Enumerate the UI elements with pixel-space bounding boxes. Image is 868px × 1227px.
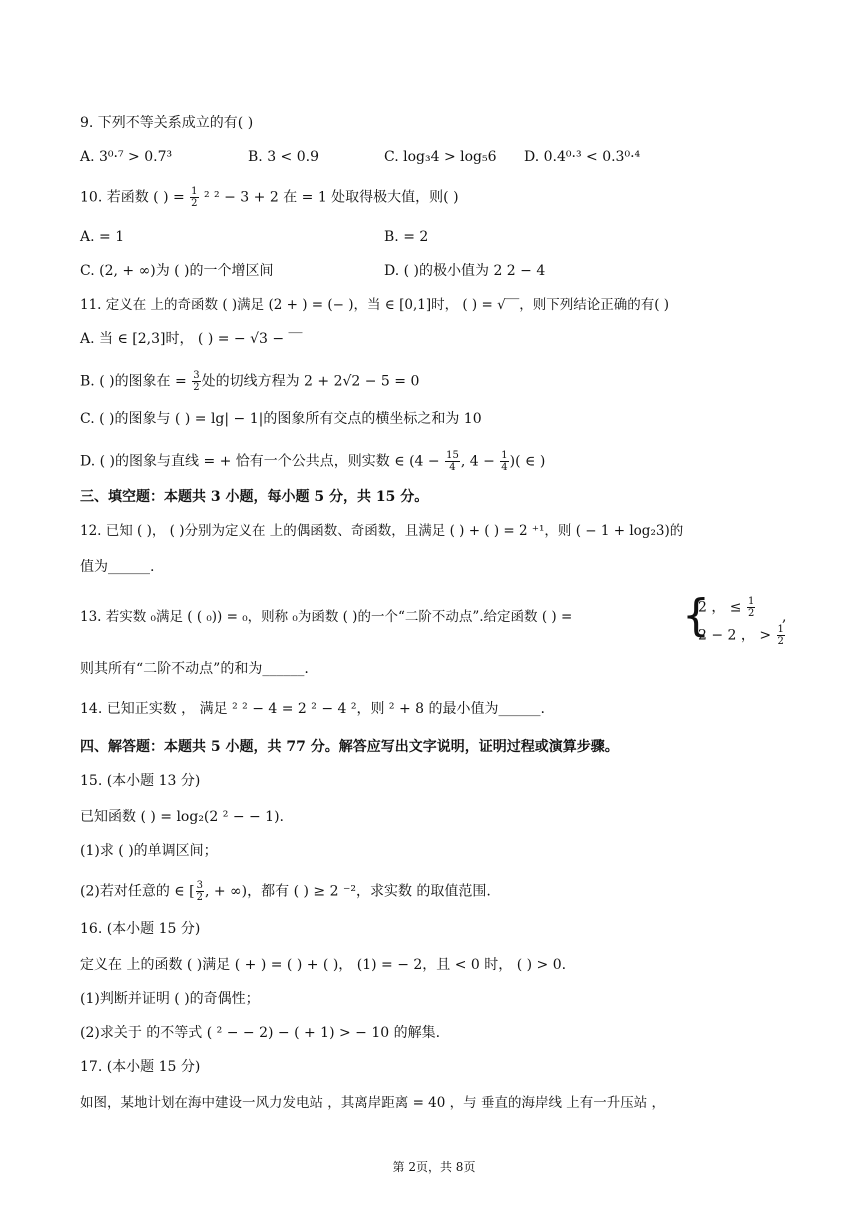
q11-option-c: C. ( )的图象与 ( ) = lg| − 1|的图象所有交点的横坐标之和为 10 — [80, 411, 482, 427]
q9-option-a: A. 3⁰·⁷ > 0.7³ — [80, 149, 173, 165]
q13-case1-frac-num: 1 — [748, 596, 755, 607]
q13-case1-pre: 2 ， ≤ — [698, 599, 746, 616]
q15-p2-frac-num: 3 — [196, 880, 203, 891]
q11-d-frac2-den: 4 — [501, 462, 508, 473]
q11-b-frac-den: 2 — [193, 382, 200, 393]
q11-d-frac1-den: 4 — [449, 462, 456, 473]
q10-option-a: A. = 1 — [80, 229, 125, 245]
q10-frac-num: 1 — [191, 186, 198, 197]
q16-part-1: (1)判断并证明 ( )的奇偶性； — [80, 991, 260, 1007]
q13-case1-fraction — [747, 596, 755, 619]
q9-option-b: B. 3 < 0.9 — [248, 149, 319, 165]
q13-line-2: 则其所有“二阶不动点”的和为______. — [80, 661, 309, 677]
q15-part-2 — [80, 880, 491, 903]
q16-given: 定义在 上的函数 ( )满足 ( + ) = ( ) + ( )， (1) = − 2，且 < 0 时， ( ) > 0. — [80, 957, 567, 973]
q15-part-1: (1)求 ( )的单调区间； — [80, 843, 218, 859]
q15-given: 已知函数 ( ) = log₂(2 ² − − 1). — [80, 809, 284, 825]
q11-option-a: A. 当 ∈ [2,3]时， ( ) = − √3 − ‾‾ — [80, 331, 303, 347]
q9-option-c: C. log₃4 > log₅6 — [384, 149, 497, 165]
q12-line-1: 12. 已知 ( )， ( )分别为定义在 上的偶函数、奇函数，且满足 ( ) + ( ) = 2 ⁺¹，则 ( − 1 + log₂3)的 — [80, 523, 684, 539]
q16-heading: 16. (本小题 15 分) — [80, 921, 201, 937]
q10-option-d: D. ( )的极小值为 2 2 − 4 — [384, 263, 546, 279]
q11-option-d — [80, 450, 545, 473]
q11-option-b — [80, 370, 419, 393]
q11-d-frac2-num: 1 — [501, 450, 508, 461]
q13-comma: , — [782, 609, 787, 625]
q13-case2-frac-den: 2 — [777, 636, 784, 647]
q11-b-pre: B. ( )的图象在 = — [80, 373, 192, 390]
q10-frac-den: 2 — [191, 198, 198, 209]
q10-stem-post: ² ² − 3 + 2 在 = 1 处取得极大值，则( ) — [199, 189, 459, 206]
q17-line-1: 如图，某地计划在海中建设一风力发电站 ，其离岸距离 = 40 ，与 垂直的海岸线 上有一升压站 ， — [80, 1095, 666, 1111]
q10-stem — [80, 186, 459, 209]
q11-stem: 11. 定义在 上的奇函数 ( )满足 (2 + ) = (− )，当 ∈ [0,1]时， ( ) = √‾‾，则下列结论正确的有( ) — [80, 297, 670, 313]
q13-line-1: 13. 若实数 ₀满足 ( ( ₀)) = ₀，则称 ₀为函数 ( )的一个“二阶不动点”.给定函数 ( ) = — [80, 609, 573, 625]
q11-d-fraction-2 — [500, 450, 508, 473]
q17-heading: 17. (本小题 15 分) — [80, 1059, 201, 1075]
page-footer: 第 2页，共 8页 — [392, 1160, 476, 1174]
q11-d-pre: D. ( )的图象与直线 = + 恰有一个公共点，则实数 ∈ (4 − — [80, 453, 445, 470]
q15-p2-frac-den: 2 — [196, 892, 203, 903]
q13-case2-fraction — [777, 624, 785, 647]
q10-stem-pre: 10. 若函数 ( ) = — [80, 189, 190, 206]
q11-d-frac1-num: 15 — [446, 450, 459, 461]
q13-case2-frac-num: 1 — [777, 624, 784, 635]
q13-case-1 — [698, 596, 756, 619]
q11-b-post: 处的切线方程为 2 + 2√2 − 5 = 0 — [201, 373, 420, 390]
q15-p2-post: , + ∞)，都有 ( ) ≥ 2 ⁻²，求实数 的取值范围. — [204, 883, 491, 900]
section-4-heading: 四、解答题：本题共 5 小题，共 77 分。解答应写出文字说明，证明过程或演算步骤。 — [80, 739, 619, 755]
q9-stem: 9. 下列不等关系成立的有( ) — [80, 115, 254, 131]
q13-case1-frac-den: 2 — [748, 608, 755, 619]
q13-case-2 — [698, 624, 786, 647]
q11-d-fraction-1 — [445, 450, 460, 473]
q14-line: 14. 已知正实数 ， 满足 ² ² − 4 = 2 ² − 4 ²，则 ² + 8 的最小值为______. — [80, 701, 545, 717]
q11-d-mid: , 4 − — [460, 453, 500, 470]
q10-option-b: B. = 2 — [384, 229, 429, 245]
q11-b-frac-num: 3 — [193, 370, 200, 381]
q12-line-2: 值为______. — [80, 559, 155, 575]
q10-fraction — [190, 186, 198, 209]
q10-option-c: C. (2, + ∞)为 ( )的一个增区间 — [80, 263, 274, 279]
q15-p2-fraction — [196, 880, 204, 903]
q15-p2-pre: (2)若对任意的 ∈ [ — [80, 883, 195, 900]
q13-case2-pre: 2 − 2 ， > — [698, 627, 776, 644]
q11-d-post: )( ∈ ) — [509, 453, 546, 470]
piecewise-brace: { — [682, 590, 710, 641]
q15-heading: 15. (本小题 13 分) — [80, 773, 201, 789]
q9-option-d: D. 0.4⁰·³ < 0.3⁰·⁴ — [524, 149, 641, 165]
q16-part-2: (2)求关于 的不等式 ( ² − − 2) − ( + 1) > − 10 的解集. — [80, 1025, 441, 1041]
q11-b-fraction — [192, 370, 200, 393]
section-3-heading: 三、填空题：本题共 3 小题，每小题 5 分，共 15 分。 — [80, 489, 429, 505]
